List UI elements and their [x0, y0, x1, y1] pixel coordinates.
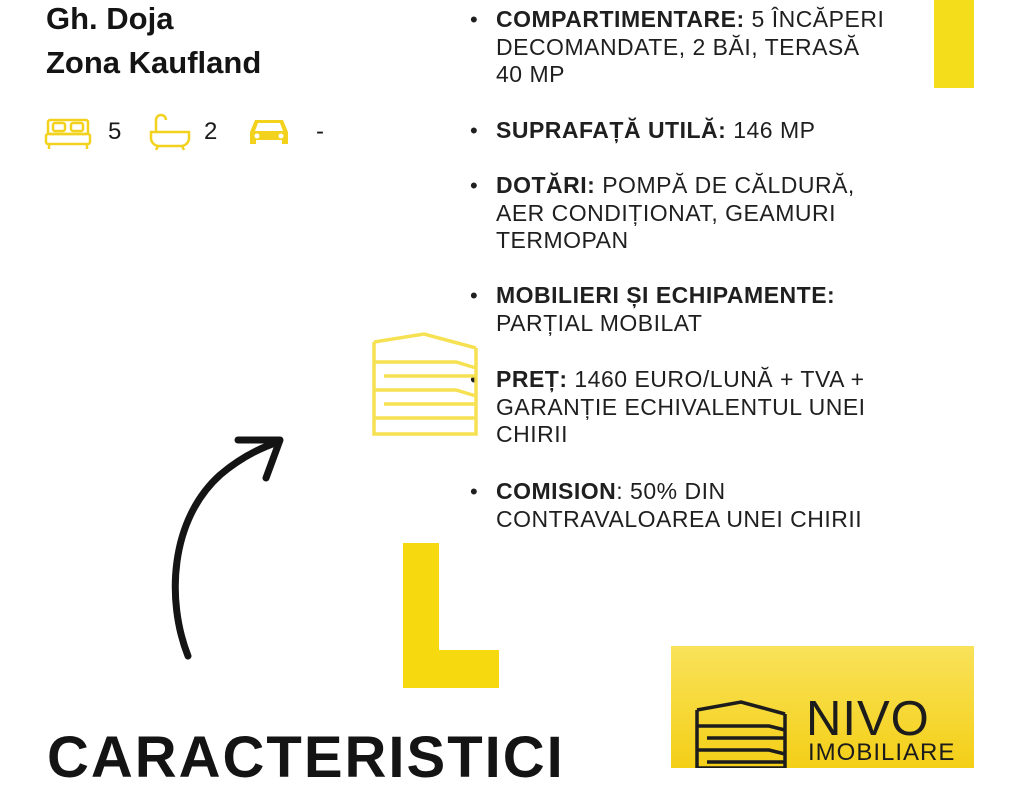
parking-count: - — [316, 118, 324, 145]
brand-name: NIVO — [806, 692, 930, 746]
property-stats — [44, 112, 344, 152]
address-zone: Zona Kaufland — [46, 45, 262, 80]
brand-subtitle: IMOBILIARE — [808, 739, 956, 766]
page-title: CARACTERISTICI — [47, 725, 565, 790]
feature-item-comision — [470, 478, 890, 533]
bullet: • — [470, 173, 479, 198]
feature-value: 5 ÎNCĂPERI DECOMANDATE, 2 BĂI, TERASĂ 40 MP — [496, 6, 885, 87]
address-street: Gh. Doja — [46, 1, 174, 36]
feature-label: COMISION — [496, 478, 617, 504]
car-icon — [246, 112, 292, 157]
bathtub-icon — [148, 112, 192, 157]
feature-label: SUPRAFAȚĂ UTILĂ: — [496, 117, 727, 143]
bullet: • — [470, 367, 479, 392]
feature-item-compartimentare — [470, 6, 890, 89]
feature-value: PARȚIAL MOBILAT — [496, 309, 703, 336]
curved-arrow-icon — [160, 420, 290, 665]
feature-value: : 50% DIN CONTRAVALOAREA UNEI CHIRII — [496, 478, 863, 532]
feature-item-mobilier — [470, 282, 890, 337]
feature-value: 1460 EURO/LUNĂ + TVA + GARANȚIE ECHIVALENTUL UNEI CHIRII — [496, 366, 866, 447]
feature-label: COMPARTIMENTARE: — [496, 6, 745, 32]
feature-label: MOBILIERI ȘI ECHIPAMENTE: — [496, 282, 836, 308]
feature-item-dotari — [470, 172, 890, 255]
bullet: • — [470, 479, 479, 504]
watermark-logo-icon — [368, 332, 480, 443]
feature-label: PREȚ: — [496, 366, 568, 392]
bullet: • — [470, 118, 479, 143]
feature-item-suprafata — [470, 117, 890, 145]
bathroom-count: 2 — [204, 118, 218, 145]
feature-value: 146 MP — [726, 117, 816, 143]
l-horizontal — [403, 650, 499, 688]
bullet: • — [470, 283, 479, 308]
bullet: • — [470, 7, 479, 32]
accent-bar — [934, 0, 974, 88]
feature-item-pret — [470, 366, 890, 449]
feature-value: POMPĂ DE CĂLDURĂ, AER CONDIȚIONAT, GEAMURI TERMOPAN — [496, 172, 855, 253]
building-logo-icon — [693, 700, 789, 773]
bed-icon — [44, 112, 92, 157]
bedroom-count: 5 — [108, 118, 122, 145]
feature-label: DOTĂRI: — [496, 172, 596, 198]
